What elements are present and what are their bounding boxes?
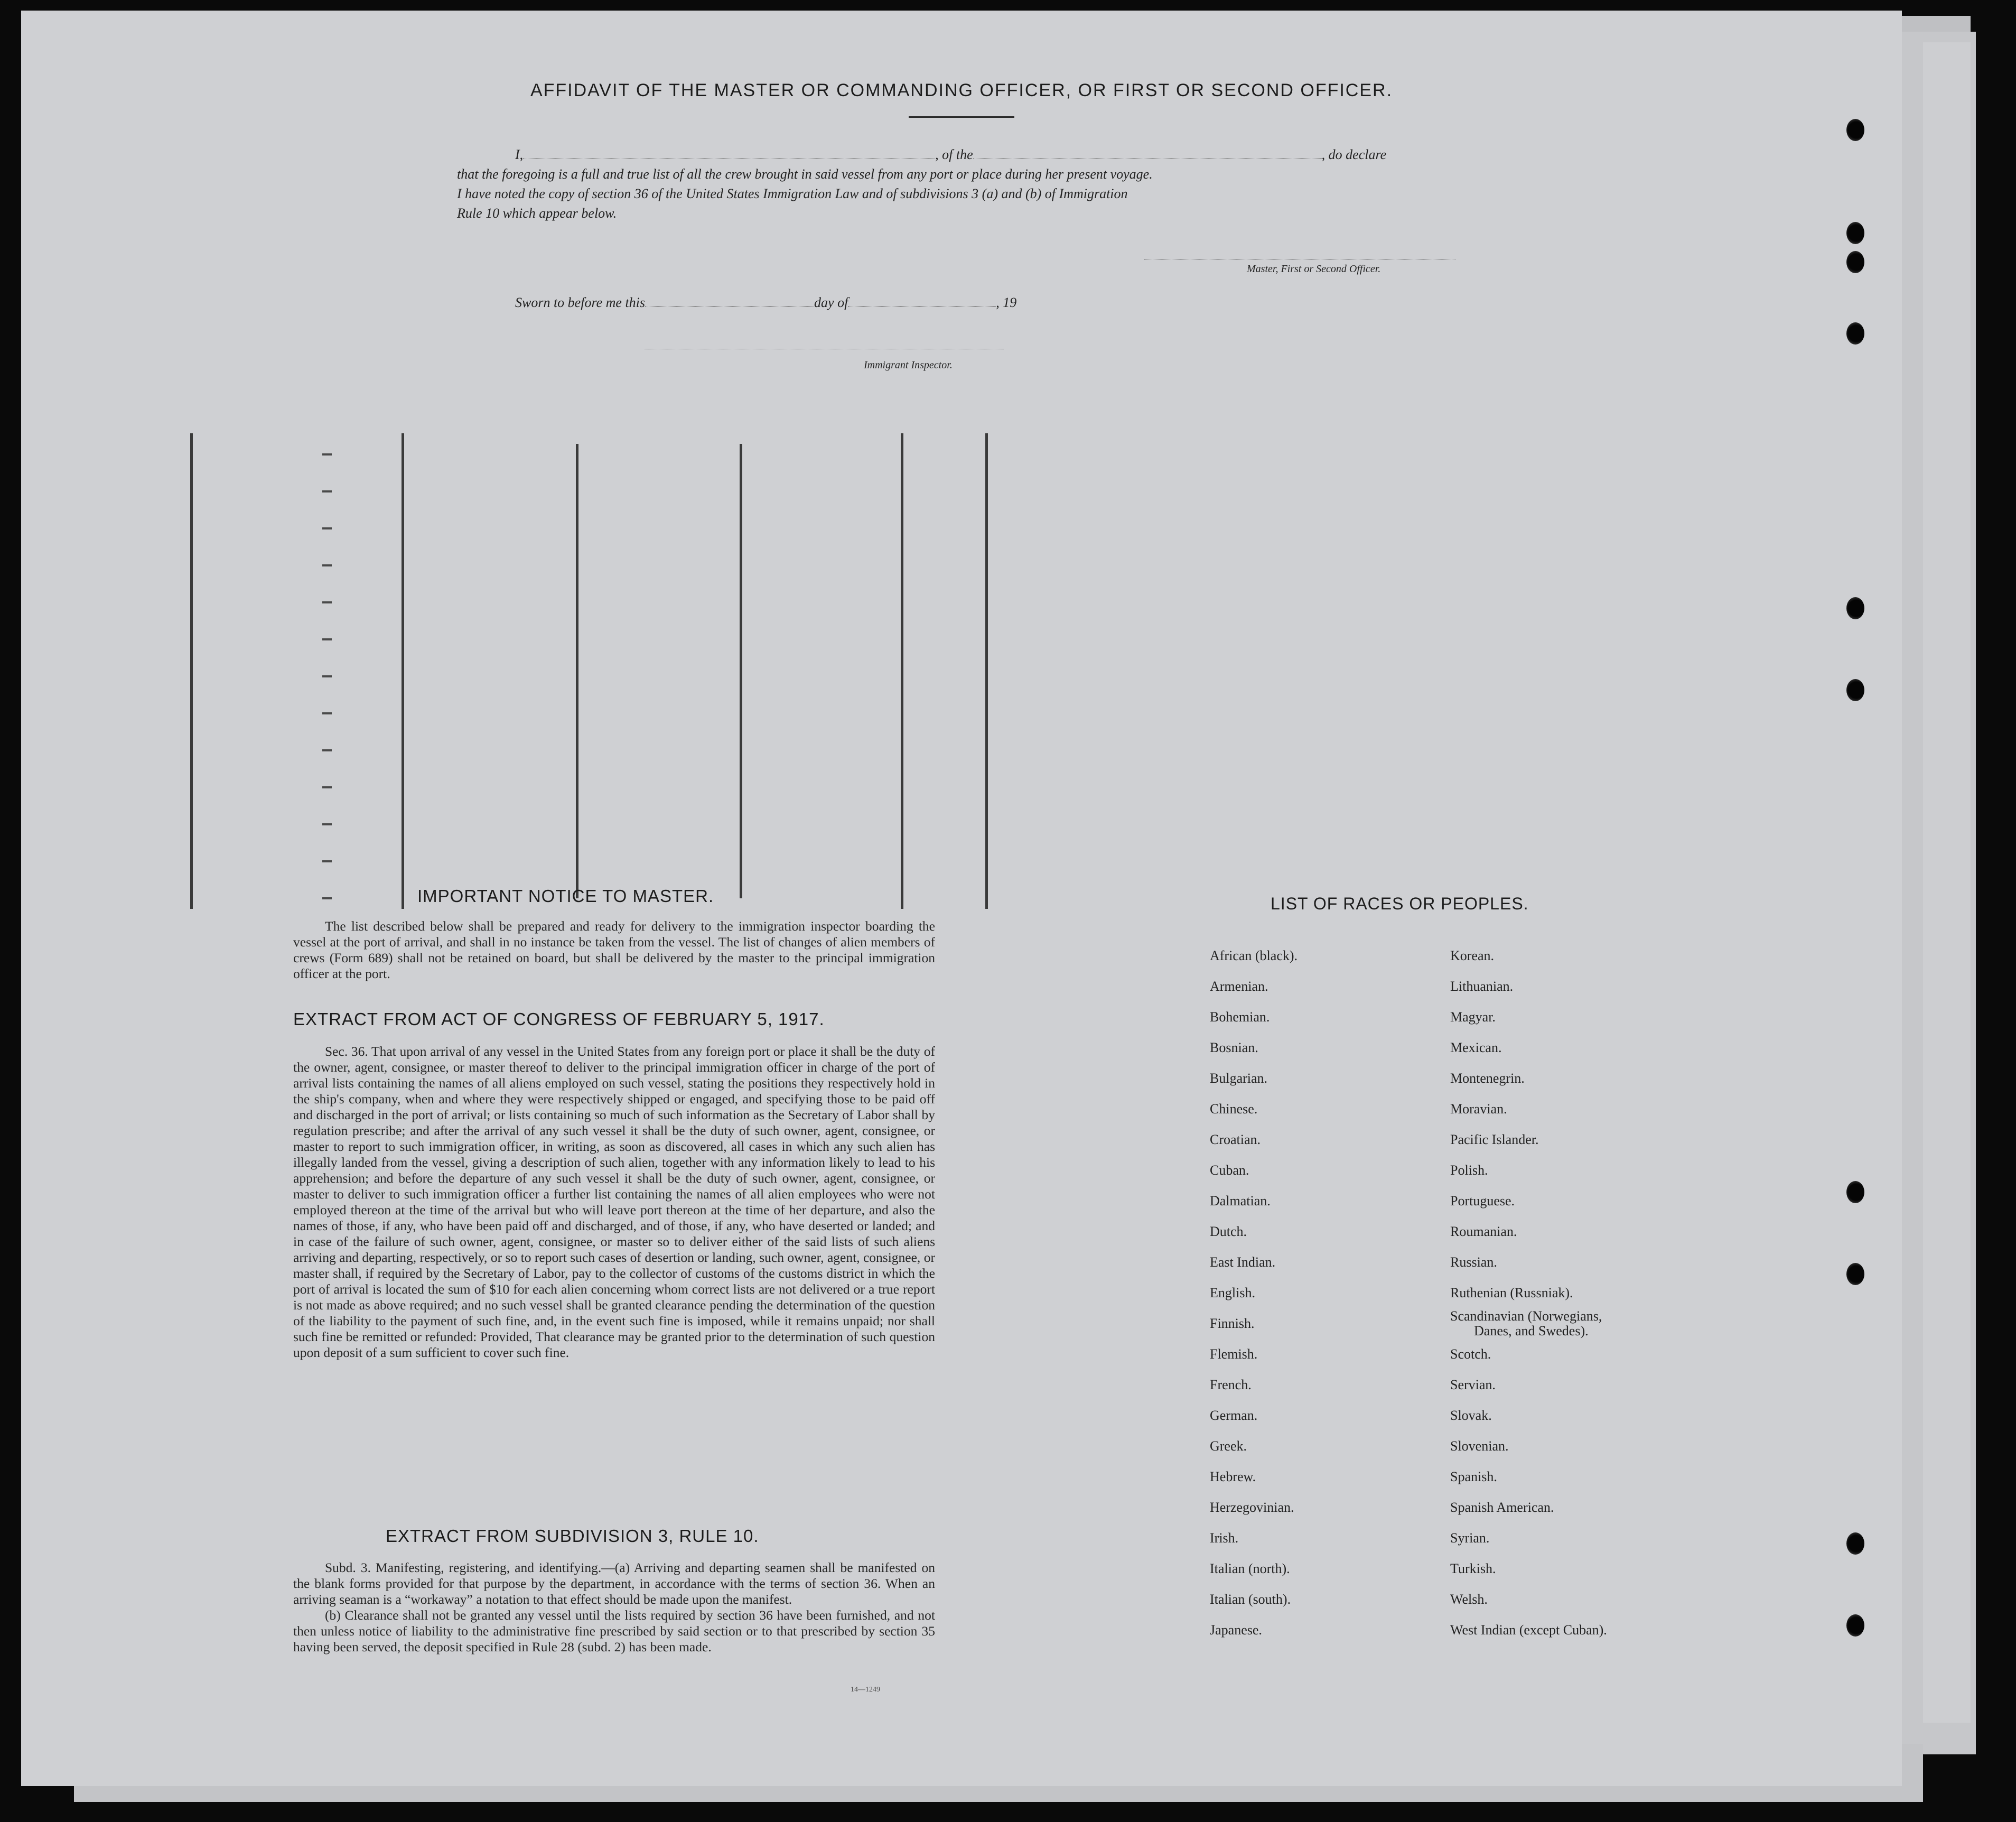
race-left-4: Bosnian. [1210,1040,1258,1055]
race-right-1: Korean. [1450,948,1495,963]
column-rule [190,433,193,909]
race-right-7: Pacific Islander. [1450,1132,1539,1147]
race-left-14: Flemish. [1210,1346,1258,1362]
race-right-3: Magyar. [1450,1009,1496,1025]
row-dash [322,675,332,677]
race-left-17: Greek. [1210,1438,1247,1454]
row-dash [322,786,332,788]
race-left-19: Herzegovinian. [1210,1500,1294,1515]
declaration-i: I, [515,147,524,162]
column-rule [402,433,404,909]
sworn-year: , 19 [996,295,1017,310]
punch-hole [1846,1181,1864,1203]
race-left-22: Italian (south). [1210,1592,1291,1607]
race-left-9: Dalmatian. [1210,1193,1271,1209]
race-right-12: Ruthenian (Russniak). [1450,1285,1573,1300]
race-left-18: Hebrew. [1210,1469,1256,1484]
race-left-10: Dutch. [1210,1224,1247,1239]
row-dash [322,749,332,751]
races-heading: LIST OF RACES OR PEOPLES. [1271,894,1529,913]
race-left-7: Croatian. [1210,1132,1261,1147]
race-left-5: Bulgarian. [1210,1071,1268,1086]
row-dash [322,638,332,640]
notice-text [293,918,935,982]
manifest-page [21,11,1902,1786]
section-36-paragraph: Sec. 36. That upon arrival of any vessel in the United States from any foreign port or place it shall be the duty of the owner, agent, consignee, or master thereof to deliver to the principal immigration officer in charge of the port of arrival lists containing the names of all aliens employed on such vessel, stating the positions they respectively hold in the ship's company, when and where they were respectively shipped or engaged, and specifying those to be paid off and discharged in the port of arrival; or lists containing so much of such information as the Secretary of Labor shall by regulation prescribe; and after the arrival of any such vessel it shall be the duty of such owner, agent, consignee, or master to report to such immigration officer, in writing, as soon as discovered, all cases in which any such alien has illegally landed from the vessel, giving a description of such alien, together with any information likely to lead to his apprehension; and before the departure of any such vessel it shall be the duty of such owner, agent, consignee, or master to deliver to such immigration officer a further list containing the names of all alien employees who were not employed thereon at the time of the arrival but who will leave port thereon at the time of her departure, and also the names of those, if any, who have been paid off and discharged, and of those, if any, who have deserted or landed; and in case of the failure of such owner, agent, consignee, or master so to deliver either of the said lists of such aliens arriving and departing, respectively, or so to report such cases of desertion or landing, such owner, agent, consignee, or master shall, if required by the Secretary of Labor, pay to the collector of customs of the customs district in which the port of arrival is located the sum of $10 for each alien concerning whom correct lists are not delivered or a true report is not made as above required; and no such vessel shall be granted clearance pending the determination of the question of the liability to the payment of such fine, and, in the event such fine is imposed, while it remains unpaid; nor shall such fine be remitted or refunded: Provided, That clearance may be granted prior to the determination of such question upon deposit of a sum sufficient to cover such fine. [293,1044,935,1360]
subdivision-a-paragraph: Subd. 3. Manifesting, registering, and identifying.—(a) Arriving and departing seamen shall be manifested on the blank forms provided for that purpose by the department, in accordance with the terms of section 36. When an arriving seaman is a “workaway” a notation to that effect should be made upon the manifest. [293,1560,935,1607]
column-rule [985,433,988,909]
punch-hole [1846,597,1864,619]
declaration-line-1 [515,147,1386,163]
sworn-before: Sworn to before me this [515,295,646,310]
race-right-6: Moravian. [1450,1101,1507,1117]
race-left-11: East Indian. [1210,1254,1276,1270]
race-right-23: Welsh. [1450,1592,1488,1607]
row-dash [322,860,332,862]
notice-heading: IMPORTANT NOTICE TO MASTER. [417,886,714,906]
column-rule [576,444,578,898]
sworn-line [515,295,1016,311]
race-right-20: Spanish American. [1450,1500,1554,1515]
underlying-page-edge [1923,42,1971,1723]
race-left-20: Irish. [1210,1530,1239,1546]
race-left-15: French. [1210,1377,1252,1392]
row-dash [322,527,332,529]
race-left-1: African (black). [1210,948,1298,963]
notice-paragraph: The list described below shall be prepared and ready for delivery to the immigration inspector boarding the vessel at the port of arrival, and shall in no instance be taken from the vessel. The list of changes of alien members of crews (Form 689) shall not be retained on board, but shall be delivered by the master to the principal immigration officer at the port. [293,918,935,981]
race-right-17: Slovak. [1450,1408,1492,1423]
punch-hole [1846,251,1864,273]
punch-hole [1846,322,1864,345]
punch-hole [1846,119,1864,141]
race-right-15: Scotch. [1450,1346,1491,1362]
punch-hole [1846,679,1864,701]
race-right-2: Lithuanian. [1450,979,1514,994]
row-dash [322,453,332,456]
extract-rule-heading: EXTRACT FROM SUBDIVISION 3, RULE 10. [386,1526,759,1546]
race-right-16: Servian. [1450,1377,1496,1392]
extract-rule-text [293,1560,935,1655]
punch-hole [1846,1614,1864,1637]
race-right-8: Polish. [1450,1163,1488,1178]
race-right-21: Syrian. [1450,1530,1490,1546]
race-left-23: Japanese. [1210,1622,1262,1638]
declaration-line-4: Rule 10 which appear below. [457,206,617,221]
race-right-10: Roumanian. [1450,1224,1517,1239]
race-left-13: Finnish. [1210,1316,1255,1331]
race-right-5: Montenegrin. [1450,1071,1525,1086]
race-right-24: West Indian (except Cuban). [1450,1622,1607,1638]
row-dash [322,564,332,566]
master-caption: Master, First or Second Officer. [1247,263,1381,275]
race-right-13: Scandinavian (Norwegians, [1450,1308,1602,1324]
race-right-18: Slovenian. [1450,1438,1509,1454]
declaration-line-3: I have noted the copy of section 36 of the United States Immigration Law and of subdivisions 3 (a) and (b) of Immigration [457,186,1128,201]
declaration-line-2: that the foregoing is a full and true list of all the crew brought in said vessel from any port or place during her present voyage. [457,166,1153,182]
race-left-16: German. [1210,1408,1258,1423]
race-left-3: Bohemian. [1210,1009,1270,1025]
race-right-11: Russian. [1450,1254,1497,1270]
race-right-14: Danes, and Swedes). [1474,1323,1589,1338]
punch-hole [1846,1532,1864,1555]
race-right-22: Turkish. [1450,1561,1496,1576]
sworn-day-of: day of [814,295,848,310]
row-dash [322,823,332,825]
row-dash [322,601,332,603]
row-dash [322,490,332,492]
extract-act-text [293,1044,935,1361]
subdivision-b-paragraph: (b) Clearance shall not be granted any vessel until the lists required by section 36 have been furnished, and not then unless notice of liability to the administrative fine prescribed by said section or to that prescribed by section 35 having been served, the deposit specified in Rule 28 (subd. 2) has been made. [293,1607,935,1654]
punch-hole [1846,222,1864,244]
title-underline [909,116,1014,118]
race-left-6: Chinese. [1210,1101,1258,1117]
declaration-do-declare: , do declare [1321,147,1387,162]
form-number: 14—1249 [851,1686,880,1694]
column-rule [740,444,742,898]
declaration-of-the: , of the [935,147,973,162]
column-rule [901,433,903,909]
affidavit-title: AFFIDAVIT OF THE MASTER OR COMMANDING OFFICER, OR FIRST OR SECOND OFFICER. [530,80,1393,100]
row-dash [322,897,332,899]
punch-hole [1846,1263,1864,1285]
race-right-9: Portuguese. [1450,1193,1515,1209]
race-left-8: Cuban. [1210,1163,1249,1178]
day-blank [645,306,814,307]
month-blank [848,306,996,307]
race-left-2: Armenian. [1210,979,1268,994]
race-left-21: Italian (north). [1210,1561,1290,1576]
inspector-caption: Immigrant Inspector. [864,359,953,371]
row-dash [322,712,332,714]
race-right-19: Spanish. [1450,1469,1497,1484]
extract-act-heading: EXTRACT FROM ACT OF CONGRESS OF FEBRUARY 5, 1917. [293,1009,825,1029]
race-right-4: Mexican. [1450,1040,1502,1055]
race-left-12: English. [1210,1285,1255,1300]
